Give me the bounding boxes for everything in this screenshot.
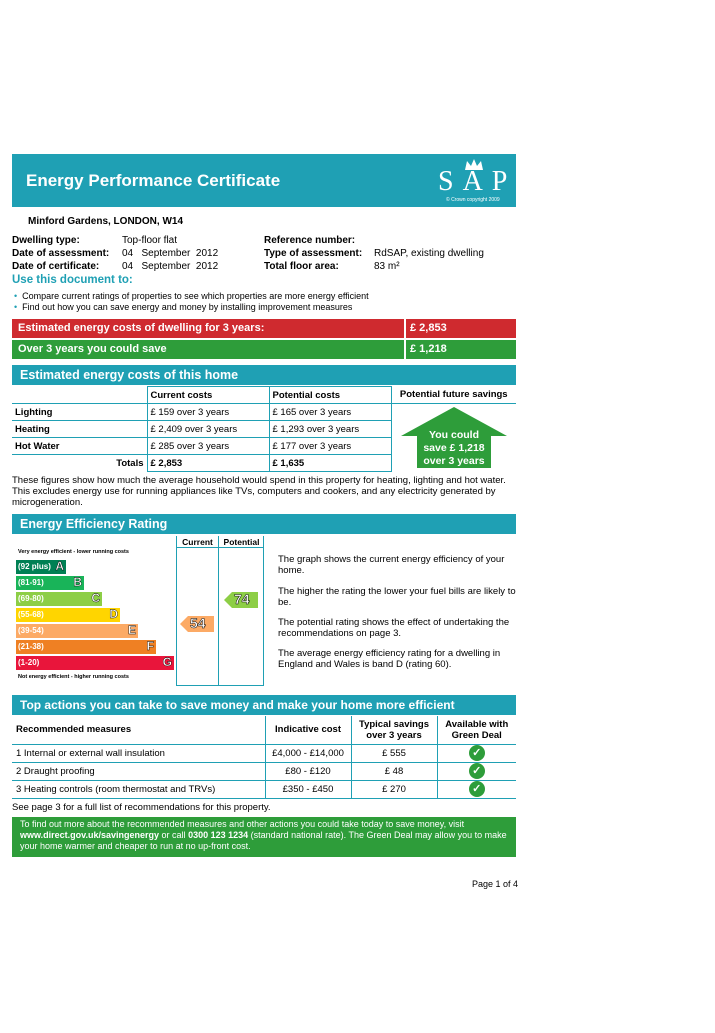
band-b xyxy=(16,576,84,590)
band-e-range: (39-54) xyxy=(18,626,44,635)
actions-table xyxy=(12,716,516,799)
rating-text-4: The average energy efficiency rating for a dwelling in England and Wales is band D (rating 60). xyxy=(278,648,501,670)
band-e xyxy=(16,624,138,638)
total-current: £ 2,853 xyxy=(147,455,269,472)
band-f-letter: F xyxy=(146,639,154,653)
costs-heading-bar xyxy=(12,365,516,385)
col-measures: Recommended measures xyxy=(12,716,265,744)
total-potential: £ 1,635 xyxy=(269,455,391,472)
arrow-line-3: over 3 years xyxy=(423,455,485,467)
row-label: Hot Water xyxy=(12,438,147,455)
estimated-costs-divider xyxy=(404,319,406,338)
potential-rating-value: 74 xyxy=(234,591,250,607)
row-potential: £ 1,293 over 3 years xyxy=(269,421,391,438)
footer-url-link[interactable]: www.direct.gov.uk/savingenergy xyxy=(20,830,160,840)
table-row xyxy=(12,780,516,798)
top-caption: Very energy efficient - lower running costs xyxy=(18,549,129,555)
page-number: Page 1 of 4 xyxy=(472,879,519,889)
row-current: £ 159 over 3 years xyxy=(147,404,269,421)
current-rating-value: 54 xyxy=(190,615,206,631)
band-a-letter: A xyxy=(55,559,64,573)
use-doc-heading: Use this document to: xyxy=(12,274,133,286)
costs-note: These figures show how much the average household would spend in this property for heating, lighting and hot water. This excludes energy use for running appliances like TVs, computers and cookers, and any electricity generated by microgeneration. xyxy=(12,475,506,508)
assessment-date-label: Date of assessment: xyxy=(12,248,110,259)
potential-column xyxy=(219,536,264,686)
measure-label: 3 Heating controls (room thermostat and TRVs) xyxy=(12,780,265,798)
band-b-letter: B xyxy=(73,575,82,589)
see-page-note: See page 3 for a full list of recommendations for this property. xyxy=(12,802,271,813)
green-deal-check-icon: ✓ xyxy=(469,763,485,779)
savings-divider xyxy=(404,340,406,359)
actions-heading: Top actions you can take to save money and make your home more efficient xyxy=(20,698,455,712)
band-b-range: (81-91) xyxy=(18,578,44,587)
estimated-costs-value: £ 2,853 xyxy=(410,322,447,334)
band-g xyxy=(16,656,174,670)
certificate-date-value: 04 September 2012 xyxy=(122,261,219,272)
sap-logo-text: SAP xyxy=(438,166,517,197)
use-doc-bullet-2-text: Find out how you can save energy and money by installing improvement measures xyxy=(22,302,353,312)
band-f-range: (21-38) xyxy=(18,642,44,651)
potential-rating-marker xyxy=(224,592,258,608)
costs-heading: Estimated energy costs of this home xyxy=(20,368,239,382)
savings-arrow xyxy=(399,406,509,468)
col-current-label: Current xyxy=(182,537,213,547)
measure-saving: £ 48 xyxy=(351,762,437,780)
assessment-type-label: Type of assessment: xyxy=(264,248,363,259)
estimated-costs-bar xyxy=(12,319,516,338)
band-c-range: (69-80) xyxy=(18,594,44,603)
assessment-type-value: RdSAP, existing dwelling xyxy=(374,248,484,259)
band-a-range: (92 plus) xyxy=(18,562,51,571)
band-g-letter: G xyxy=(162,655,172,669)
col-potential-label: Potential xyxy=(223,537,260,547)
arrow-line-2: save £ 1,218 xyxy=(423,442,485,454)
footer-text-pre: To find out more about the recommended measures and other actions you could take today to save money, visit xyxy=(20,819,465,829)
dwelling-type-label: Dwelling type: xyxy=(12,235,80,246)
header-banner xyxy=(12,154,516,207)
footer-phone: 0300 123 1234 xyxy=(188,830,249,840)
rating-heading: Energy Efficiency Rating xyxy=(20,517,168,531)
band-d xyxy=(16,608,120,622)
row-potential: £ 165 over 3 years xyxy=(269,404,391,421)
row-current: £ 285 over 3 years xyxy=(147,438,269,455)
use-doc-bullet-1: • Compare current ratings of properties to see which properties are more energy efficient xyxy=(14,291,369,301)
table-row xyxy=(12,744,516,762)
floor-area-label: Total floor area: xyxy=(264,261,339,272)
measure-saving: £ 555 xyxy=(351,744,437,762)
footer-text-post: (standard national rate). The Green Deal may allow you to make your home warmer and cheaper to run at no up-front cost. xyxy=(20,830,507,851)
totals-label: Totals xyxy=(12,455,147,472)
page-title: Energy Performance Certificate xyxy=(26,171,281,190)
green-deal-footer xyxy=(12,817,516,857)
current-column xyxy=(176,536,219,686)
rating-heading-bar xyxy=(12,514,516,534)
band-e-letter: E xyxy=(127,623,136,637)
band-d-range: (55-68) xyxy=(18,610,44,619)
use-doc-bullet-2: • Find out how you can save energy and money by installing improvement measures xyxy=(14,302,353,312)
row-label: Heating xyxy=(12,421,147,438)
col-typical-savings: Typical savings over 3 years xyxy=(351,716,437,744)
assessment-date-value: 04 September 2012 xyxy=(122,248,219,259)
rating-text-2: The higher the rating the lower your fuel bills are likely to be. xyxy=(278,586,516,608)
measure-cost: £80 - £120 xyxy=(265,762,351,780)
bottom-caption: Not energy efficient - higher running costs xyxy=(18,674,129,680)
estimated-costs-label: Estimated energy costs of dwelling for 3 years: xyxy=(18,322,265,334)
chart-header-line xyxy=(176,547,264,548)
band-g-range: (1-20) xyxy=(18,658,40,667)
property-address: Minford Gardens, LONDON, W14 xyxy=(28,216,184,227)
green-deal-check-icon: ✓ xyxy=(469,781,485,797)
row-label: Lighting xyxy=(12,404,147,421)
certificate-date-label: Date of certificate: xyxy=(12,261,100,272)
measure-label: 2 Draught proofing xyxy=(12,762,265,780)
savings-value: £ 1,218 xyxy=(410,343,447,355)
actions-heading-bar xyxy=(12,695,516,715)
measure-saving: £ 270 xyxy=(351,780,437,798)
dwelling-type-value: Top-floor flat xyxy=(122,235,178,246)
col-indicative-cost: Indicative cost xyxy=(265,716,351,744)
band-f xyxy=(16,640,156,654)
green-deal-check-icon: ✓ xyxy=(469,745,485,761)
current-rating-marker xyxy=(180,616,214,632)
col-green-deal: Available with Green Deal xyxy=(437,716,516,744)
copyright-text: © Crown copyright 2009 xyxy=(446,197,500,203)
col-future-savings: Potential future savings xyxy=(391,387,516,404)
sap-logo xyxy=(436,158,517,204)
measure-cost: £350 - £450 xyxy=(265,780,351,798)
floor-area-value: 83 m² xyxy=(374,261,400,272)
measure-label: 1 Internal or external wall insulation xyxy=(12,744,265,762)
band-c-letter: C xyxy=(91,591,100,605)
col-potential-costs: Potential costs xyxy=(269,387,391,404)
savings-label: Over 3 years you could save xyxy=(18,343,167,355)
savings-bar xyxy=(12,340,516,359)
use-doc-bullet-1-text: Compare current ratings of properties to see which properties are more energy efficient xyxy=(22,291,369,301)
footer-text-mid: or call xyxy=(159,830,189,840)
band-a xyxy=(16,560,66,574)
reference-label: Reference number: xyxy=(264,235,356,246)
band-c xyxy=(16,592,102,606)
arrow-line-1: You could xyxy=(429,429,479,441)
rating-text-1: The graph shows the current energy efficiency of your home. xyxy=(278,554,505,576)
table-row xyxy=(12,762,516,780)
band-d-letter: D xyxy=(109,607,118,621)
rating-text-3: The potential rating shows the effect of undertaking the recommendations on page 3. xyxy=(278,617,510,639)
row-current: £ 2,409 over 3 years xyxy=(147,421,269,438)
row-potential: £ 177 over 3 years xyxy=(269,438,391,455)
col-current-costs: Current costs xyxy=(147,387,269,404)
measure-cost: £4,000 - £14,000 xyxy=(265,744,351,762)
